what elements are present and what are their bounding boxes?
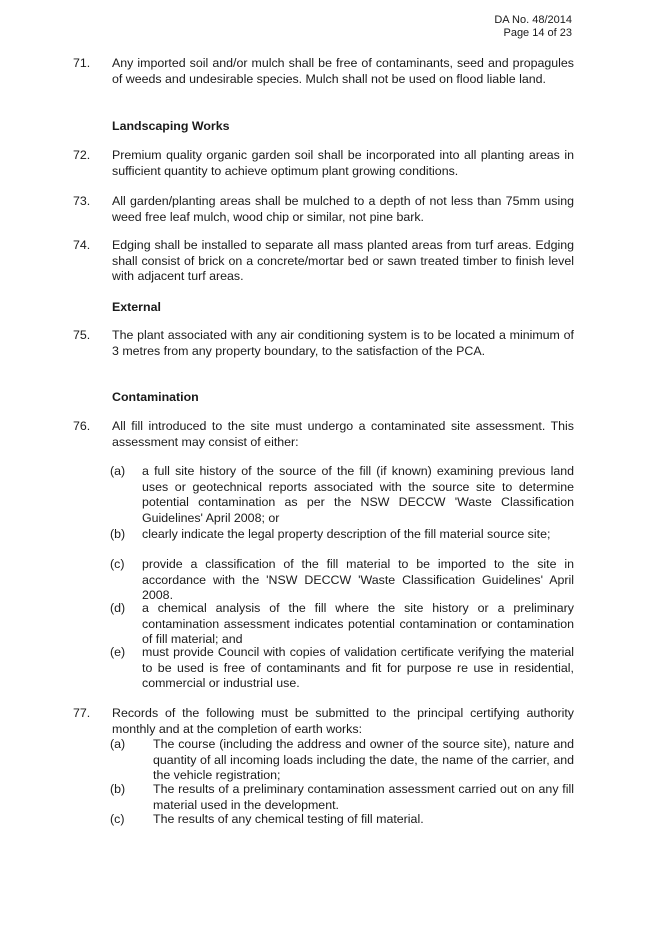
sub-item-label: (b) xyxy=(110,782,126,796)
condition-text: Records of the following must be submitted to the principal certifying authority monthly and at the completion of earth works: xyxy=(112,706,574,736)
sub-item-label: (c) xyxy=(110,812,125,826)
condition-number: 75. xyxy=(73,328,91,342)
sub-item-text: clearly indicate the legal property description of the fill material source site; xyxy=(142,527,551,541)
condition-number: 74. xyxy=(73,238,91,252)
condition-text: Edging shall be installed to separate all mass planted areas from turf areas. Edging shall consist of brick on a concrete/mortar bed or sawn treated timber to finish level with adjacent turf areas. xyxy=(112,238,574,284)
sub-item-77c xyxy=(110,812,574,828)
sub-item-text: The results of a preliminary contamination assessment carried out on any fill material used in the development. xyxy=(153,782,574,812)
condition-number: 77. xyxy=(73,706,91,720)
section-heading-external: External xyxy=(112,300,161,314)
sub-item-76c xyxy=(110,557,574,604)
sub-item-77b xyxy=(110,782,574,813)
sub-item-text: The course (including the address and owner of the source site), nature and quantity of all incoming loads including the date, the name of the carrier, and the vehicle registration; xyxy=(153,737,574,783)
section-heading-landscaping: Landscaping Works xyxy=(112,119,230,133)
condition-76 xyxy=(73,419,574,450)
condition-number: 73. xyxy=(73,194,91,208)
sub-item-label: (a) xyxy=(110,737,126,751)
page-header xyxy=(494,14,572,40)
condition-number: 71. xyxy=(73,56,91,70)
condition-text: All garden/planting areas shall be mulched to a depth of not less than 75mm using weed free leaf mulch, wood chip or similar, not pine bark. xyxy=(112,194,574,224)
sub-item-label: (b) xyxy=(110,527,126,541)
sub-item-76a xyxy=(110,464,574,526)
condition-77 xyxy=(73,706,574,737)
sub-item-text: The results of any chemical testing of fill material. xyxy=(153,812,424,826)
sub-item-76b xyxy=(110,527,574,543)
condition-number: 76. xyxy=(73,419,91,433)
sub-item-text: a full site history of the source of the fill (if known) examining previous land uses or geotechnical reports associated with the source site to determine potential contamination as per the NSW DECCW 'Waste Classification Guidelines' April 2008; or xyxy=(142,464,574,525)
sub-item-label: (a) xyxy=(110,464,126,478)
condition-71 xyxy=(73,56,574,87)
condition-text: All fill introduced to the site must undergo a contaminated site assessment. This assessment may consist of either: xyxy=(112,419,574,449)
sub-item-text: a chemical analysis of the fill where the site history or a preliminary contamination assessment indicates potential contamination or contamination of fill material; and xyxy=(142,601,574,647)
sub-item-76d xyxy=(110,601,574,648)
condition-75 xyxy=(73,328,574,359)
condition-text: Premium quality organic garden soil shall be incorporated into all planting areas in sufficient quantity to achieve optimum plant growing conditions. xyxy=(112,148,574,178)
sub-item-label: (c) xyxy=(110,557,125,571)
sub-item-label: (e) xyxy=(110,645,126,659)
condition-number: 72. xyxy=(73,148,91,162)
condition-text: Any imported soil and/or mulch shall be free of contaminants, seed and propagules of weeds and undesirable species. Mulch shall not be used on flood liable land. xyxy=(112,56,574,86)
sub-item-76e xyxy=(110,645,574,692)
page-number: Page 14 of 23 xyxy=(503,27,572,39)
sub-item-text: provide a classification of the fill material to be imported to the site in accordance with the 'NSW DECCW 'Waste Classification Guidelines' April 2008. xyxy=(142,557,574,603)
doc-reference: DA No. 48/2014 xyxy=(494,14,572,26)
sub-item-label: (d) xyxy=(110,601,126,615)
condition-73 xyxy=(73,194,574,225)
sub-item-text: must provide Council with copies of validation certificate verifying the material to be used is free of contaminants and fit for purpose re use in residential, commercial or industrial use. xyxy=(142,645,574,691)
condition-72 xyxy=(73,148,574,179)
condition-text: The plant associated with any air conditioning system is to be located a minimum of 3 metres from any property boundary, to the satisfaction of the PCA. xyxy=(112,328,574,358)
condition-74 xyxy=(73,238,574,285)
sub-item-77a xyxy=(110,737,574,784)
section-heading-contamination: Contamination xyxy=(112,390,199,404)
